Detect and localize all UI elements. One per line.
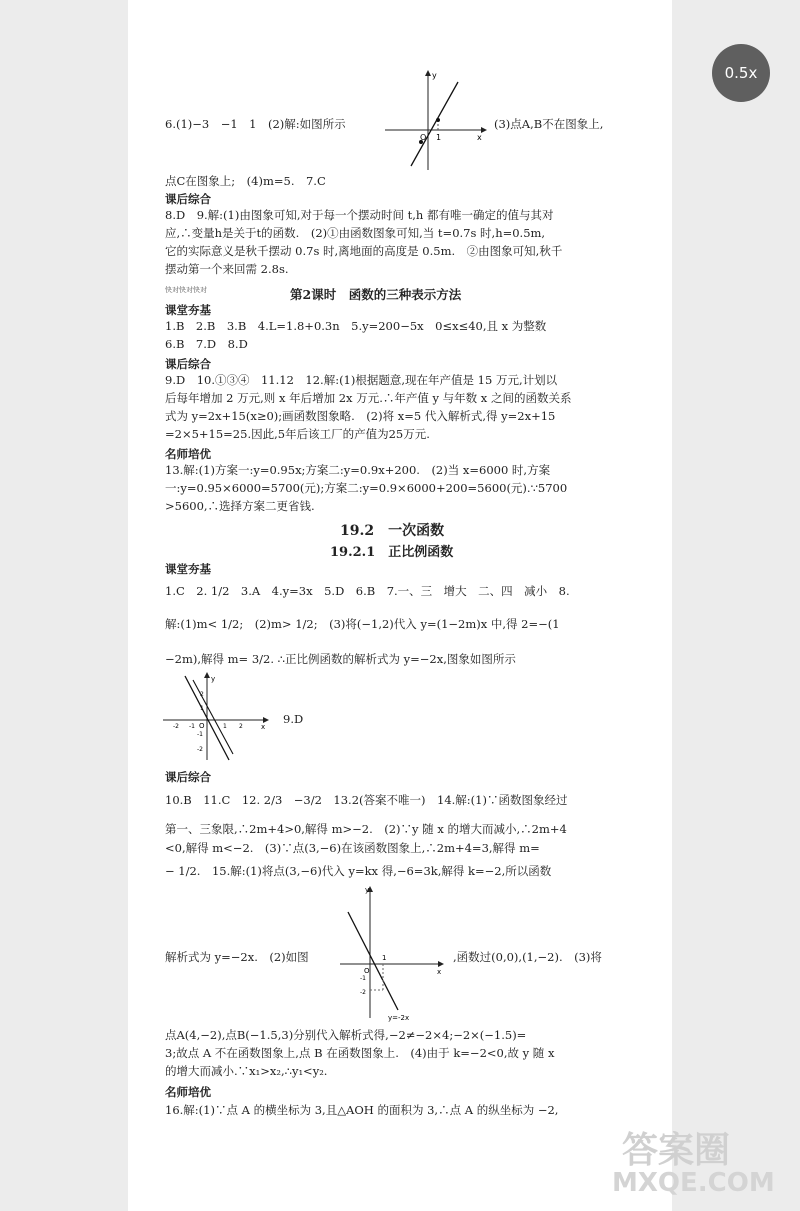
graph2-tick: 1 (223, 723, 227, 730)
answer-line: 点C在图象上; (4)m=5. 7.C (165, 174, 326, 188)
graph2-origin: O (199, 722, 205, 730)
graph3-y-label: y (365, 886, 370, 894)
graph3-origin: O (364, 967, 370, 975)
answer-line: =2×5+15=25.因此,5年后该工厂的产值为25万元. (165, 427, 430, 441)
answer-line: 13.解:(1)方案一:y=0.95x;方案二:y=0.9x+200. (2)当 x=6000 时,方案 (165, 463, 551, 477)
answer-line: 应,∴变量h是关于t的函数. (2)①由函数图象可知,当 t=0.7s 时,h=0.5m, (165, 226, 546, 240)
graph1-tick: 1 (436, 133, 442, 142)
section-heading: 课后综合 (165, 192, 211, 206)
graph2-tick: 1 (200, 705, 204, 712)
answer-line: 9.D (283, 712, 304, 726)
graph2-tick: -2 (173, 723, 179, 730)
section-heading: 名师培优 (165, 447, 211, 461)
graph1-origin: O (420, 133, 427, 142)
answer-line: 式为 y=2x+15(x≥0);画函数图象略. (2)将 x=5 代入解析式,得 y=2x+15 (165, 409, 556, 423)
graph-function-2 (163, 672, 273, 762)
graph-function-1 (383, 68, 488, 173)
viewer-margin-left (0, 0, 128, 1211)
section-title: 19.2 一次函数 (340, 523, 445, 539)
answer-line: 解析式为 y=−2x. (2)如图 (165, 950, 309, 964)
graph2-tick: -1 (197, 731, 203, 738)
answer-line: 1.B 2.B 3.B 4.L=1.8+0.3n 5.y=200−5x 0≤x≤40,且 x 为整数 (165, 319, 547, 333)
section-heading: 课后综合 (165, 357, 211, 371)
answer-line: − 1/2. 15.解:(1)将点(3,−6)代入 y=kx 得,−6=3k,解得 k=−2,所以函数 (165, 864, 552, 878)
graph3-line-label: y=-2x (388, 1014, 410, 1022)
graph3-x-label: x (437, 968, 442, 976)
graph2-tick: -2 (197, 746, 203, 753)
answer-line: 后每年增加 2 万元,则 x 年后增加 2x 万元.∴年产值 y 与年数 x 之间的函数关系 (165, 391, 572, 405)
section-heading: 名师培优 (165, 1085, 211, 1099)
graph2-tick: -1 (189, 723, 195, 730)
subsection-title: 19.2.1 正比例函数 (330, 545, 454, 560)
answer-line: ,函数过(0,0),(1,−2). (3)将 (453, 950, 602, 964)
lesson-title: 第2课时 函数的三种表示方法 (290, 287, 462, 302)
answer-line: 的增大而减小.∵x₁>x₂,∴y₁<y₂. (165, 1064, 328, 1078)
answer-line: 一:y=0.95×6000=5700(元);方案二:y=0.9×6000+200=5600(元).∵5700 (165, 481, 568, 495)
small-stamp-label: 快对快对快对 (165, 286, 207, 294)
graph2-tick: 2 (239, 723, 243, 730)
section-heading: 课后综合 (165, 770, 211, 784)
answer-line: >5600,∴选择方案二更省钱. (165, 499, 315, 513)
answer-line: 点A(4,−2),点B(−1.5,3)分别代入解析式得,−2≠−2×4;−2×(−1.5)= (165, 1028, 527, 1042)
graph1-y-label: y (432, 71, 437, 80)
answer-line: 解:(1)m< 1/2; (2)m> 1/2; (3)将(−1,2)代入 y=(1−2m)x 中,得 2=−(1 (165, 617, 560, 631)
viewer-margin-right (672, 0, 800, 1211)
answer-line: 它的实际意义是秋千摆动 0.7s 时,离地面的高度是 0.5m. ②由图象可知,秋千 (165, 244, 563, 258)
graph3-tick: 1 (382, 954, 387, 962)
answer-line: (3)点A,B不在图象上, (494, 117, 604, 131)
watermark-logo: 答案圈 (622, 1130, 731, 1171)
answer-line: 第一、三象限,∴2m+4>0,解得 m>−2. (2)∵y 随 x 的增大而减小,∴2m+4 (165, 822, 567, 836)
answer-line: 摆动第一个来回需 2.8s. (165, 262, 289, 276)
answer-line: 6.B 7.D 8.D (165, 337, 248, 351)
answer-line: 16.解:(1)∵点 A 的横坐标为 3,且△AOH 的面积为 3,∴点 A 的纵坐标为 −2, (165, 1103, 559, 1117)
graph1-x-label: x (477, 133, 482, 142)
watermark-url: MXQE.COM (612, 1168, 775, 1198)
zoom-level-button[interactable]: 0.5x (712, 44, 770, 102)
answer-line: 8.D 9.解:(1)由图象可知,对于每一个摆动时间 t,h 都有唯一确定的值与其对 (165, 208, 554, 222)
answer-line: 9.D 10.①③④ 11.12 12.解:(1)根据题意,现在年产值是 15 万元,计划以 (165, 373, 558, 387)
answer-line: 6.(1)−3 −1 1 (2)解:如图所示 (165, 117, 346, 131)
answer-line: <0,解得 m<−2. (3)∵点(3,−6)在该函数图象上,∴2m+4=3,解得 m= (165, 841, 540, 855)
graph3-tick: -1 (360, 975, 366, 982)
graph2-x-label: x (261, 723, 266, 731)
section-heading: 课堂夯基 (165, 562, 211, 576)
answer-line: 1.C 2. 1/2 3.A 4.y=3x 5.D 6.B 7.一、三 增大 二、四 减小 8. (165, 584, 570, 598)
graph3-tick: -2 (360, 989, 366, 996)
answer-line: 10.B 11.C 12. 2/3 −3/2 13.2(答案不唯一) 14.解:(1)∵函数图象经过 (165, 793, 568, 807)
section-heading: 课堂夯基 (165, 303, 211, 317)
graph2-tick: 2 (200, 691, 204, 698)
answer-line: 3;故点 A 不在函数图象上,点 B 在函数图象上. (4)由于 k=−2<0,故 y 随 x (165, 1046, 555, 1060)
answer-line: −2m),解得 m= 3/2. ∴正比例函数的解析式为 y=−2x,图象如图所示 (165, 652, 516, 666)
graph-function-3 (340, 882, 450, 1022)
graph2-y-label: y (211, 675, 216, 683)
